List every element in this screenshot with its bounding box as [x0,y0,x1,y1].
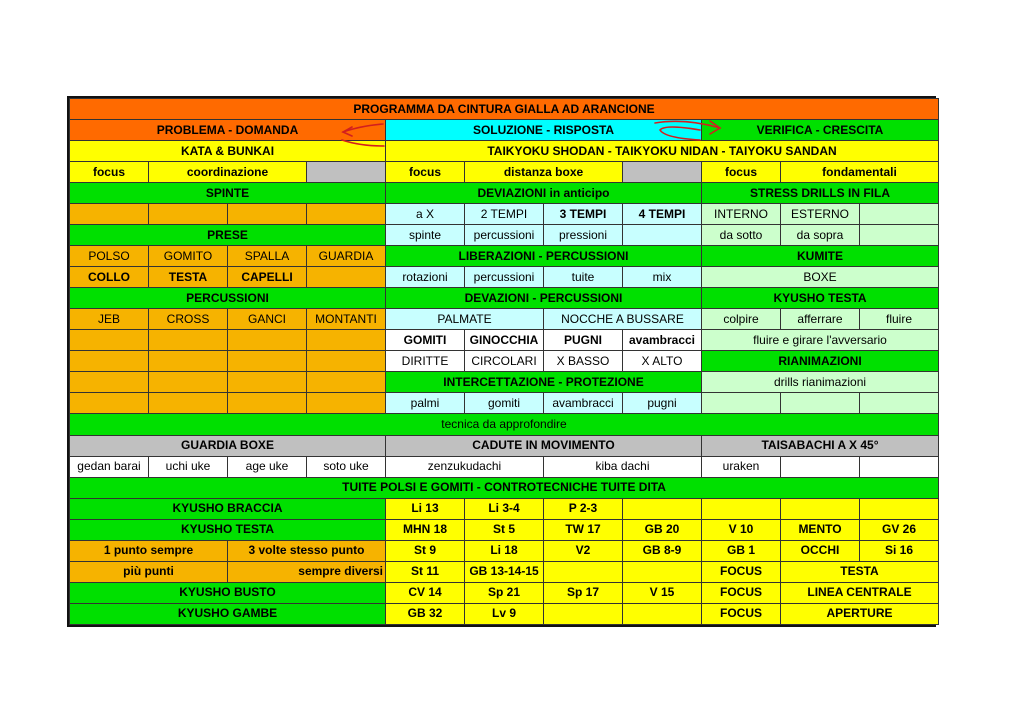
empty-cell [860,204,939,225]
table-cell: a X [386,204,465,225]
boxe-cell: BOXE [702,267,939,288]
sempre-diversi-cell: sempre diversi [228,561,386,582]
table-cell: P 2-3 [544,498,623,519]
table-cell: GB 1 [702,540,781,561]
liberazioni-title: LIBERAZIONI - PERCUSSIONI [386,246,702,267]
kyusho-testa-label: KYUSHO TESTA [70,519,386,540]
table-cell: palmi [386,393,465,414]
header-verifica: VERIFICA - CRESCITA [702,120,939,141]
table-cell: Li 13 [386,498,465,519]
kyusho-busto-title: KYUSHO BUSTO [70,582,386,603]
table-cell: INTERNO [702,204,781,225]
table-cell: GV 26 [860,519,939,540]
deviazioni-title: DEVIAZIONI in anticipo [386,183,702,204]
table-cell: TESTA [149,267,228,288]
percussioni-row-3 [70,351,939,372]
percussioni-row-2 [70,330,939,351]
table-cell: TESTA [781,561,939,582]
table-cell: pressioni [544,225,623,246]
tre-volte-cell: 3 volte stesso punto [228,540,386,561]
table-cell: gedan barai [70,456,149,477]
empty-cell [228,204,307,225]
guardia-row [70,456,939,477]
prese-header-row [70,225,939,246]
empty-cell [149,204,228,225]
table-cell: Lv 9 [465,603,544,624]
empty-cell [860,456,939,477]
empty-cell [307,393,386,414]
kiba-cell: kiba dachi [544,456,702,477]
piu-punti-cell: più punti [70,561,228,582]
prese-row-1 [70,246,939,267]
table-cell: MONTANTI [307,309,386,330]
tuite-title: TUITE POLSI E GOMITI - CONTROTECNICHE TUITE DITA [70,477,939,498]
empty-cell [149,372,228,393]
focus-cell: focus [70,162,149,183]
devperc-title: DEVAZIONI - PERCUSSIONI [386,288,702,309]
table-cell: V2 [544,540,623,561]
table-cell: Sp 17 [544,582,623,603]
fluire-girare-cell: fluire e girare l'avversario [702,330,939,351]
empty-cell [70,393,149,414]
header-soluzione: SOLUZIONE - RISPOSTA [386,120,702,141]
coordinazione-cell: coordinazione [149,162,307,183]
header-row [70,120,939,141]
empty-cell [623,162,702,183]
focus-row [70,162,939,183]
percussioni-title: PERCUSSIONI [70,288,386,309]
guardia-title: GUARDIA BOXE [70,435,386,456]
table-cell: gomiti [465,393,544,414]
punto-sempre-cell: 1 punto sempre [70,540,228,561]
percussioni-header-row [70,288,939,309]
empty-cell [623,225,702,246]
empty-cell [307,351,386,372]
kyusho-row-3 [70,540,939,561]
table-cell: LINEA CENTRALE [781,582,939,603]
kata-title: KATA & BUNKAI [70,141,386,162]
drills-cell: drills rianimazioni [702,372,939,393]
empty-cell [860,225,939,246]
table-cell: POLSO [70,246,149,267]
table-cell: DIRITTE [386,351,465,372]
fondamentali-cell: fondamentali [781,162,939,183]
empty-cell [623,603,702,624]
table-cell: 3 TEMPI [544,204,623,225]
spinte-header-row [70,183,939,204]
empty-cell [307,204,386,225]
tecnica-title: tecnica da approfondire [70,414,939,435]
table-cell: age uke [228,456,307,477]
table-cell: MENTO [781,519,860,540]
table-cell: St 11 [386,561,465,582]
rianimazioni-title: RIANIMAZIONI [702,351,939,372]
table-cell: MHN 18 [386,519,465,540]
table-cell: PUGNI [544,330,623,351]
empty-cell [702,393,781,414]
table-cell: GANCI [228,309,307,330]
table-cell: 2 TEMPI [465,204,544,225]
empty-cell [623,561,702,582]
page-title: PROGRAMMA DA CINTURA GIALLA AD ARANCIONE [70,99,939,120]
spinte-title: SPINTE [70,183,386,204]
cadute-title: CADUTE IN MOVIMENTO [386,435,702,456]
zenzuku-cell: zenzukudachi [386,456,544,477]
empty-cell [149,330,228,351]
table-cell: JEB [70,309,149,330]
kyusho-braccia-title: KYUSHO BRACCIA [70,498,386,519]
table-cell: St 5 [465,519,544,540]
tecnica-row [70,414,939,435]
intercettazione-title: INTERCETTAZIONE - PROTEZIONE [386,372,702,393]
kumite-title: KUMITE [702,246,939,267]
focus-cell: focus [702,162,781,183]
empty-cell [149,393,228,414]
prese-row-2 [70,267,939,288]
empty-cell [70,330,149,351]
table-cell: X ALTO [623,351,702,372]
percussioni-row-4 [70,372,939,393]
table-cell: GB 13-14-15 [465,561,544,582]
table-cell: Li 18 [465,540,544,561]
uraken-cell: uraken [702,456,781,477]
table-cell: SPALLA [228,246,307,267]
tuite-row [70,477,939,498]
table-cell: ESTERNO [781,204,860,225]
percussioni-row-5 [70,393,939,414]
prese-title: PRESE [70,225,386,246]
table-cell: GB 8-9 [623,540,702,561]
kyusho-testa-row [70,519,939,540]
program-sheet [67,96,936,627]
table-cell: 4 TEMPI [623,204,702,225]
table-cell: CROSS [149,309,228,330]
empty-cell [544,603,623,624]
table-cell: GB 32 [386,603,465,624]
kyusho-braccia-row [70,498,939,519]
table-cell: percussioni [465,225,544,246]
table-cell: FOCUS [702,582,781,603]
empty-cell [228,351,307,372]
empty-cell [307,372,386,393]
empty-cell [307,267,386,288]
kata-row [70,141,939,162]
empty-cell [781,456,860,477]
table-cell: afferrare [781,309,860,330]
table-cell: COLLO [70,267,149,288]
table-cell: Li 3-4 [465,498,544,519]
table-cell: GOMITI [386,330,465,351]
kyusho-gambe-row [70,603,939,624]
table-cell: da sotto [702,225,781,246]
table-cell: percussioni [465,267,544,288]
guardia-header-row [70,435,939,456]
title-row [70,99,939,120]
nocche-cell: NOCCHE A BUSSARE [544,309,702,330]
table-cell: spinte [386,225,465,246]
empty-cell [860,498,939,519]
table-cell: FOCUS [702,603,781,624]
table-cell: OCCHI [781,540,860,561]
table-cell: avambracci [623,330,702,351]
empty-cell [544,561,623,582]
table-cell: TW 17 [544,519,623,540]
empty-cell [307,162,386,183]
palmate-cell: PALMATE [386,309,544,330]
empty-cell [228,372,307,393]
table-cell: X BASSO [544,351,623,372]
table-cell: da sopra [781,225,860,246]
table-cell: CIRCOLARI [465,351,544,372]
table-cell: uchi uke [149,456,228,477]
table-cell: GUARDIA [307,246,386,267]
kyusho-busto-row [70,582,939,603]
kyusho-row-4 [70,561,939,582]
table-cell: GINOCCHIA [465,330,544,351]
spinte-row [70,204,939,225]
table-cell: St 9 [386,540,465,561]
table-cell: V 15 [623,582,702,603]
table-cell: GOMITO [149,246,228,267]
table-cell: rotazioni [386,267,465,288]
empty-cell [70,351,149,372]
header-problema: PROBLEMA - DOMANDA [70,120,386,141]
empty-cell [70,372,149,393]
program-table [69,98,939,625]
table-cell: V 10 [702,519,781,540]
empty-cell [70,204,149,225]
kyusho-testa-title: KYUSHO TESTA [702,288,939,309]
table-cell: FOCUS [702,561,781,582]
taikyoku-title: TAIKYOKU SHODAN - TAIKYOKU NIDAN - TAIYOKU SANDAN [386,141,939,162]
percussioni-row-1 [70,309,939,330]
empty-cell [781,393,860,414]
empty-cell [149,351,228,372]
table-cell: Si 16 [860,540,939,561]
table-cell: CAPELLI [228,267,307,288]
table-cell: mix [623,267,702,288]
empty-cell [702,498,781,519]
empty-cell [228,393,307,414]
taisabachi-title: TAISABACHI A X 45° [702,435,939,456]
empty-cell [781,498,860,519]
table-cell: avambracci [544,393,623,414]
table-cell: fluire [860,309,939,330]
table-cell: soto uke [307,456,386,477]
distanza-cell: distanza boxe [465,162,623,183]
table-cell: tuite [544,267,623,288]
empty-cell [228,330,307,351]
stress-title: STRESS DRILLS IN FILA [702,183,939,204]
table-cell: pugni [623,393,702,414]
kyusho-gambe-title: KYUSHO GAMBE [70,603,386,624]
table-cell: Sp 21 [465,582,544,603]
table-cell: CV 14 [386,582,465,603]
empty-cell [307,330,386,351]
empty-cell [860,393,939,414]
table-cell: colpire [702,309,781,330]
focus-cell: focus [386,162,465,183]
table-cell: GB 20 [623,519,702,540]
empty-cell [623,498,702,519]
table-cell: APERTURE [781,603,939,624]
